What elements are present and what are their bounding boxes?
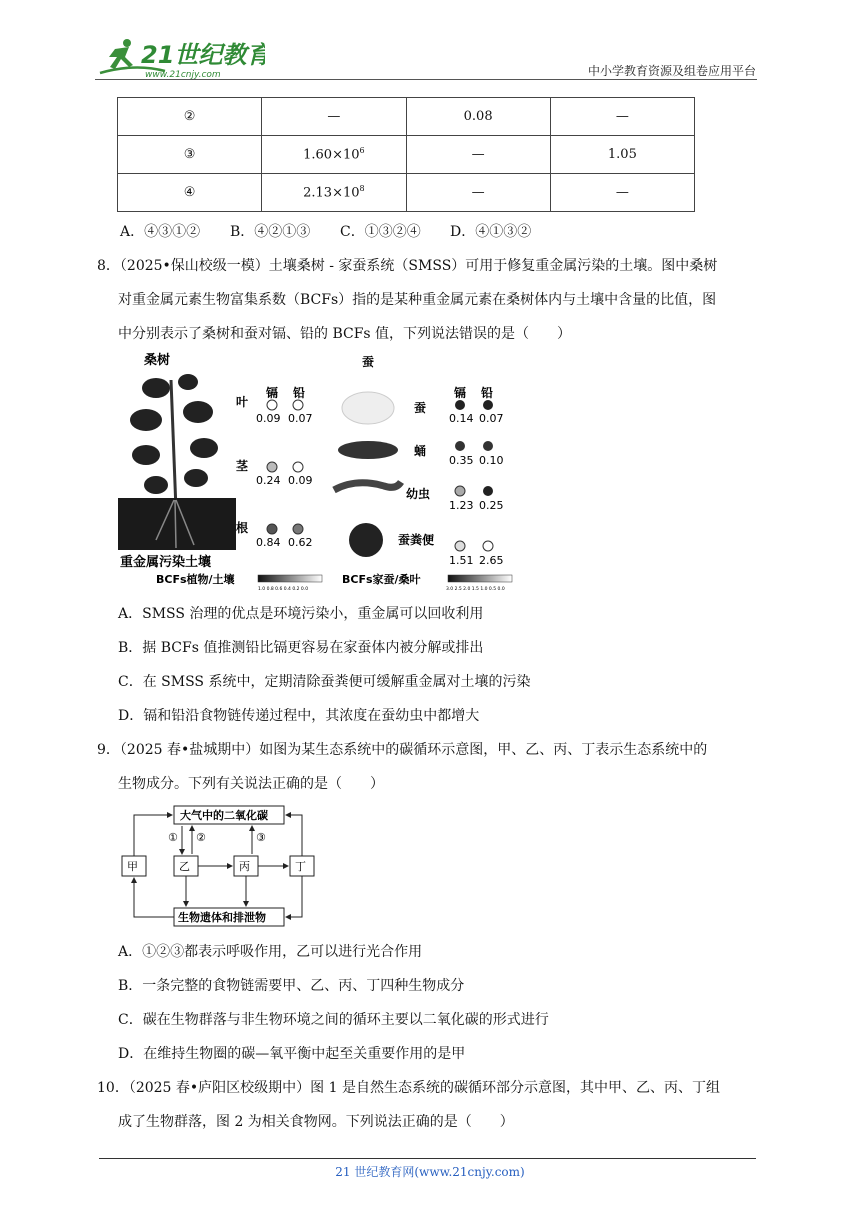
table-cell: — (406, 136, 550, 174)
q7-options (120, 221, 560, 241)
col-cd-left: 镉 (266, 386, 279, 400)
table-cell: ③ (118, 136, 262, 174)
arrow-1-label: ① (168, 831, 178, 844)
footer-divider (99, 1158, 756, 1159)
table-cell: ② (118, 98, 262, 136)
plant-row-label: 茎 (236, 459, 249, 473)
soil-block (118, 498, 236, 550)
node-ding-label: 丁 (295, 860, 306, 873)
q10-line-2: 成了生物群落，图 2 为相关食物网。下列说法正确的是（ ） (118, 1114, 514, 1130)
table-cell (262, 174, 406, 212)
table-cell: 1.05 (550, 136, 694, 174)
node-jia-label: 甲 (127, 860, 138, 873)
silk-cd-value: 0.35 (449, 454, 474, 467)
silk-cd-value: 1.23 (449, 499, 474, 512)
soil-label: 重金属污染土壤 (120, 555, 212, 570)
table-row (118, 136, 695, 174)
table-value: 2.13×10 (303, 185, 360, 201)
q10-line-1: 10．（2025 春•庐阳区校级期中）图 1 是自然生态系统的碳循环部分示意图，其中甲、乙、丙、丁组 (97, 1080, 720, 1096)
table-cell (262, 136, 406, 174)
table-cell: — (550, 98, 694, 136)
q8-line-1: 8．（2025•保山校级一模）土壤桑树 - 家蚕系统（SMSS）可用于修复重金属污染的土壤。图中桑树 (97, 258, 718, 274)
col-pb-left: 铅 (293, 386, 306, 400)
silk-pb-value: 0.10 (479, 454, 504, 467)
legend-right-ticks: 3.0 2.5 2.0 1.5 1.0 0.5 0.0 (446, 587, 505, 592)
q8-option-d[interactable]: D．镉和铅沿食物链传递过程中，其浓度在蚕幼虫中都增大 (118, 708, 480, 724)
silk-row-label: 蛹 (414, 444, 427, 458)
silk-pb-value: 0.25 (479, 499, 504, 512)
silk-row-label: 幼虫 (406, 487, 431, 501)
col-cd-right: 镉 (454, 386, 467, 400)
plant-cd-value: 0.84 (256, 536, 281, 549)
legend-left-label: BCFs植物/土壤 (156, 573, 235, 586)
silk-row-label: 蚕粪便 (398, 533, 435, 547)
carbon-cycle-diagram (116, 800, 326, 930)
option-d[interactable]: D．④①③② (450, 224, 532, 240)
legend-left-bar (258, 575, 322, 582)
q9-option-b[interactable]: B．一条完整的食物链需要甲、乙、丙、丁四种生物成分 (118, 978, 465, 994)
header-platform-text: 中小学教育资源及组卷应用平台 (587, 64, 756, 78)
q8-option-b[interactable]: B．据 BCFs 值推测铅比镉更容易在家蚕体内被分解或排出 (118, 640, 484, 656)
table-cell: 0.08 (406, 98, 550, 136)
silk-cd-value: 0.14 (449, 412, 474, 425)
legend-right-bar (448, 575, 512, 582)
table-cell: — (550, 174, 694, 212)
silk-cd-value: 1.51 (449, 554, 474, 567)
q9-option-d[interactable]: D．在维持生物圈的碳—氧平衡中起至关重要作用的是甲 (118, 1046, 466, 1062)
q8-option-c[interactable]: C．在 SMSS 系统中，定期清除蚕粪便可缓解重金属对土壤的污染 (118, 674, 531, 690)
plant-pb-value: 0.62 (288, 536, 313, 549)
footer-text[interactable]: 21 世纪教育网(www.21cnjy.com) (335, 1165, 525, 1179)
q9-line-1: 9．（2025 春•盐城期中）如图为某生态系统中的碳循环示意图，甲、乙、丙、丁表示生态系统中的 (97, 742, 708, 758)
col-pb-right: 铅 (481, 386, 494, 400)
table-row (118, 174, 695, 212)
cocoon-image (342, 392, 394, 424)
q9-option-a[interactable]: A．①②③都表示呼吸作用，乙可以进行光合作用 (118, 944, 423, 960)
table-cell: — (406, 174, 550, 212)
silk-row-label: 蚕 (414, 401, 427, 415)
table-cell: — (262, 98, 406, 136)
plant-pb-value: 0.07 (288, 412, 313, 425)
feces-image (349, 523, 383, 557)
node-bing-label: 丙 (239, 860, 250, 873)
q8-line-2: 对重金属元素生物富集系数（BCFs）指的是某种重金属元素在桑树体内与土壤中含量的比值，图 (118, 292, 717, 308)
data-table (117, 97, 695, 212)
atmosphere-co2-label: 大气中的二氧化碳 (180, 809, 268, 822)
logo-url: www.21cnjy.com (145, 70, 221, 80)
q8-option-a[interactable]: A．SMSS 治理的优点是环境污染小，重金属可以回收利用 (118, 606, 484, 622)
arrow-3-label: ③ (256, 831, 266, 844)
plant-cd-value: 0.24 (256, 474, 281, 487)
site-logo (95, 35, 265, 80)
silk-pb-value: 0.07 (479, 412, 504, 425)
q9-line-2: 生物成分。下列有关说法正确的是（ ） (118, 776, 384, 792)
node-yi-label: 乙 (179, 860, 190, 873)
logo-text: 21世纪教育 (141, 41, 265, 69)
option-b[interactable]: B．④②①③ (230, 224, 311, 240)
table-cell: ④ (118, 174, 262, 212)
table-value: 1.60×10 (303, 147, 360, 163)
pupa-image (338, 441, 398, 459)
legend-right-label: BCFs家蚕/桑叶 (342, 573, 421, 586)
larva-image (334, 482, 401, 490)
exponent: 8 (359, 184, 365, 194)
remains-label: 生物遗体和排泄物 (178, 911, 266, 924)
q8-line-3: 中分别表示了桑树和蚕对镉、铅的 BCFs 值，下列说法错误的是（ ） (118, 326, 572, 342)
bcfs-figure (116, 350, 516, 595)
q9-option-c[interactable]: C．碳在生物群落与非生物环境之间的循环主要以二氧化碳的形式进行 (118, 1012, 549, 1028)
table-row (118, 98, 695, 136)
option-c[interactable]: C．①③②④ (340, 224, 421, 240)
plant-title: 桑树 (144, 353, 171, 368)
header-divider (95, 79, 757, 80)
silk-pb-value: 2.65 (479, 554, 504, 567)
legend-left-ticks: 1.0 0.8 0.6 0.4 0.2 0.0 (258, 587, 309, 592)
exponent: 6 (359, 146, 365, 156)
plant-row-label: 叶 (236, 395, 249, 409)
plant-row-label: 根 (236, 521, 249, 535)
silkworm-title: 蚕 (362, 355, 375, 369)
option-a[interactable]: A．④③①② (120, 224, 201, 240)
arrow-2-label: ② (196, 831, 206, 844)
plant-cd-value: 0.09 (256, 412, 281, 425)
plant-pb-value: 0.09 (288, 474, 313, 487)
